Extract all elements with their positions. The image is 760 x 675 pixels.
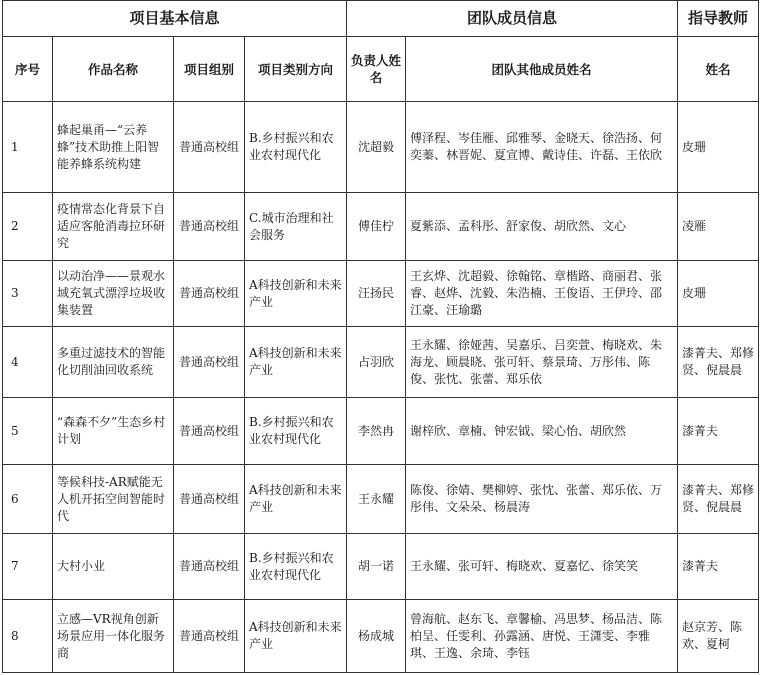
- project-title: 等候科技-AR赋能无人机开拓空间智能时代: [53, 465, 174, 534]
- project-type: B.乡村振兴和农业农村现代化: [245, 102, 347, 193]
- row-number: 1: [3, 102, 53, 193]
- row-number: 2: [3, 193, 53, 261]
- teacher-names: 赵京芳、陈欢、夏柯: [678, 600, 759, 673]
- project-type: A科技创新和未来产业: [245, 600, 347, 673]
- project-group: 普通高校组: [174, 261, 245, 327]
- table-row: [3, 600, 759, 673]
- teacher-names: 皮珊: [678, 261, 759, 327]
- member-names: 傅泽程、岑佳雁、邱雅琴、金晓天、徐浩扬、何奕蓁、林晋妮、夏宣博、戴诗佳、许磊、王依欣: [406, 102, 678, 193]
- member-names: 王玄烨、沈超毅、徐翰铭、章楷路、商丽君、张睿、赵烨、沈毅、朱浩楠、王俊语、王伊玲、邵江豪、汪瑜璐: [406, 261, 678, 327]
- leader-name: 杨成城: [347, 600, 406, 673]
- member-names: 谢梓欣、章楠、钟宏钺、梁心怡、胡欣然: [406, 398, 678, 465]
- project-type: B.乡村振兴和农业农村现代化: [245, 398, 347, 465]
- column-header-members: 团队其他成员姓名: [406, 37, 678, 102]
- project-group: 普通高校组: [174, 465, 245, 534]
- header-project-basic-info: 项目基本信息: [3, 1, 347, 37]
- table-row: [3, 534, 759, 600]
- project-title: 立感—VR视角创新场景应用一体化服务商: [53, 600, 174, 673]
- leader-name: 傅佳柠: [347, 193, 406, 261]
- project-title: 蜂起巢甬—“云养蜂”技术助推上阳智能养蜂系统构建: [53, 102, 174, 193]
- project-group: 普通高校组: [174, 327, 245, 398]
- column-header-teacher-name: 姓名: [678, 37, 759, 102]
- member-names: 陈俊、徐婧、樊柳婷、张忱、张蕾、郑乐依、万彤伟、文朵朵、杨晨涛: [406, 465, 678, 534]
- column-header-type: 项目类别方向: [245, 37, 347, 102]
- project-group: 普通高校组: [174, 600, 245, 673]
- project-type: A科技创新和未来产业: [245, 465, 347, 534]
- table-row: [3, 327, 759, 398]
- teacher-names: 漆菁夫: [678, 534, 759, 600]
- project-group: 普通高校组: [174, 193, 245, 261]
- header-instructor: 指导教师: [678, 1, 759, 37]
- project-table: [2, 0, 759, 673]
- teacher-names: 漆菁夫、郑修贤、倪晨晨: [678, 465, 759, 534]
- teacher-names: 漆菁夫: [678, 398, 759, 465]
- teacher-names: 漆菁夫、郑修贤、倪晨晨: [678, 327, 759, 398]
- table-row: [3, 102, 759, 193]
- table-row: [3, 465, 759, 534]
- table-row: [3, 261, 759, 327]
- header-team-member-info: 团队成员信息: [347, 1, 678, 37]
- project-title: 以动治净——景观水域充氧式漂浮垃圾收集装置: [53, 261, 174, 327]
- teacher-names: 凌雁: [678, 193, 759, 261]
- row-number: 7: [3, 534, 53, 600]
- member-names: 曾海航、赵东飞、章馨榆、冯思梦、杨品洁、陈柏呈、任雯利、孙露涵、唐悦、王潇雯、李雅琪、王逸、余琦、李钰: [406, 600, 678, 673]
- project-type: A科技创新和未来产业: [245, 327, 347, 398]
- member-names: 王永耀、张可轩、梅晓欢、夏嘉忆、徐笑笑: [406, 534, 678, 600]
- project-group: 普通高校组: [174, 102, 245, 193]
- project-group: 普通高校组: [174, 398, 245, 465]
- project-title: 多重过滤技术的智能化切削油回收系统: [53, 327, 174, 398]
- column-header-no: 序号: [3, 37, 53, 102]
- column-header-group: 项目组别: [174, 37, 245, 102]
- teacher-names: 皮珊: [678, 102, 759, 193]
- leader-name: 胡一诺: [347, 534, 406, 600]
- member-names: 夏紫添、孟科彤、舒家俊、胡欣然、文心: [406, 193, 678, 261]
- project-title: 疫情常态化背景下自适应客舱消毒拉环研究: [53, 193, 174, 261]
- row-number: 5: [3, 398, 53, 465]
- member-names: 王永耀、徐娅茜、吴嘉乐、吕奕萱、梅晓欢、朱海龙、顾晨晓、张可轩、蔡景琦、万彤伟、陈俊、张忱、张蕾、郑乐依: [406, 327, 678, 398]
- project-group: 普通高校组: [174, 534, 245, 600]
- leader-name: 李然冉: [347, 398, 406, 465]
- column-header-title: 作品名称: [53, 37, 174, 102]
- column-header-leader: 负责人姓名: [347, 37, 406, 102]
- project-type: B.乡村振兴和农业农村现代化: [245, 534, 347, 600]
- table-row: [3, 193, 759, 261]
- project-title: “森森不夕”生态乡村计划: [53, 398, 174, 465]
- project-type: A科技创新和未来产业: [245, 261, 347, 327]
- row-number: 8: [3, 600, 53, 673]
- row-number: 3: [3, 261, 53, 327]
- leader-name: 王永耀: [347, 465, 406, 534]
- row-number: 6: [3, 465, 53, 534]
- table-row: [3, 398, 759, 465]
- leader-name: 占羽欣: [347, 327, 406, 398]
- leader-name: 汪扬民: [347, 261, 406, 327]
- project-title: 大村小业: [53, 534, 174, 600]
- leader-name: 沈超毅: [347, 102, 406, 193]
- project-type: C.城市治理和社会服务: [245, 193, 347, 261]
- row-number: 4: [3, 327, 53, 398]
